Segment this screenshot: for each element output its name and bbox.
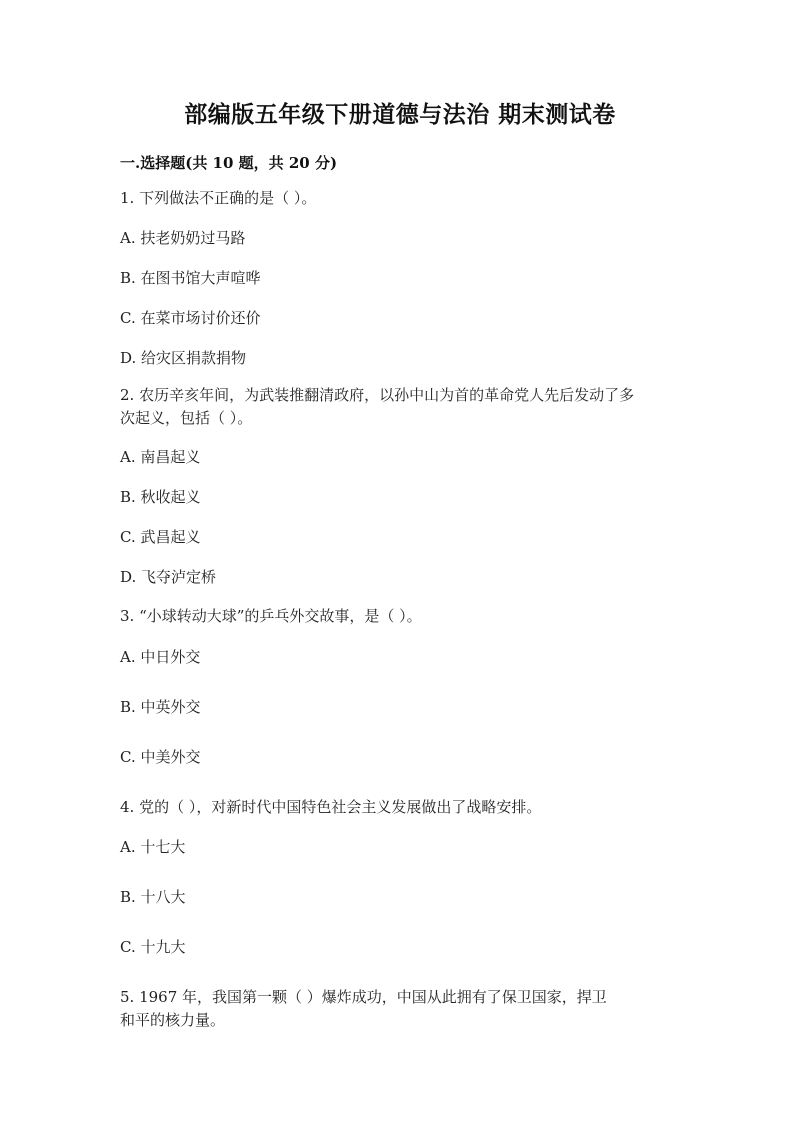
question-2-option-d: D. 飞夺泸定桥	[120, 568, 217, 586]
question-3-option-a: A. 中日外交	[120, 648, 201, 666]
question-1-option-c: C. 在菜市场讨价还价	[120, 309, 261, 327]
question-1-option-a: A. 扶老奶奶过马路	[120, 229, 246, 247]
question-4-option-b: B. 十八大	[120, 888, 186, 906]
question-2-stem-line-2: 次起义，包括（ ）。	[120, 409, 253, 427]
question-1-stem: 1. 下列做法不正确的是（ ）。	[120, 189, 317, 207]
question-5-stem-line-2: 和平的核力量。	[120, 1011, 226, 1029]
question-2-option-a: A. 南昌起义	[120, 448, 201, 466]
page-title: 部编版五年级下册道德与法治 期末测试卷	[184, 101, 616, 128]
section-heading: 一.选择题(共 10 题，共 20 分)	[120, 154, 338, 172]
question-3-stem: 3. “小球转动大球”的乒乓外交故事，是（ ）。	[120, 607, 422, 625]
question-2-stem-line-1: 2. 农历辛亥年间，为武装推翻清政府，以孙中山为首的革命党人先后发动了多	[120, 386, 635, 404]
question-2-option-c: C. 武昌起义	[120, 528, 201, 546]
question-4-option-a: A. 十七大	[120, 838, 186, 856]
question-5-stem-line-1: 5. 1967 年，我国第一颗（ ）爆炸成功，中国从此拥有了保卫国家，捍卫	[120, 988, 607, 1006]
question-1-option-b: B. 在图书馆大声喧哗	[120, 269, 261, 287]
question-4-stem: 4. 党的（ ），对新时代中国特色社会主义发展做出了战略安排。	[120, 798, 542, 816]
question-2-option-b: B. 秋收起义	[120, 488, 201, 506]
question-1-option-d: D. 给灾区捐款捐物	[120, 349, 247, 367]
question-3-option-b: B. 中英外交	[120, 698, 201, 716]
question-4-option-c: C. 十九大	[120, 938, 186, 956]
question-3-option-c: C. 中美外交	[120, 748, 201, 766]
